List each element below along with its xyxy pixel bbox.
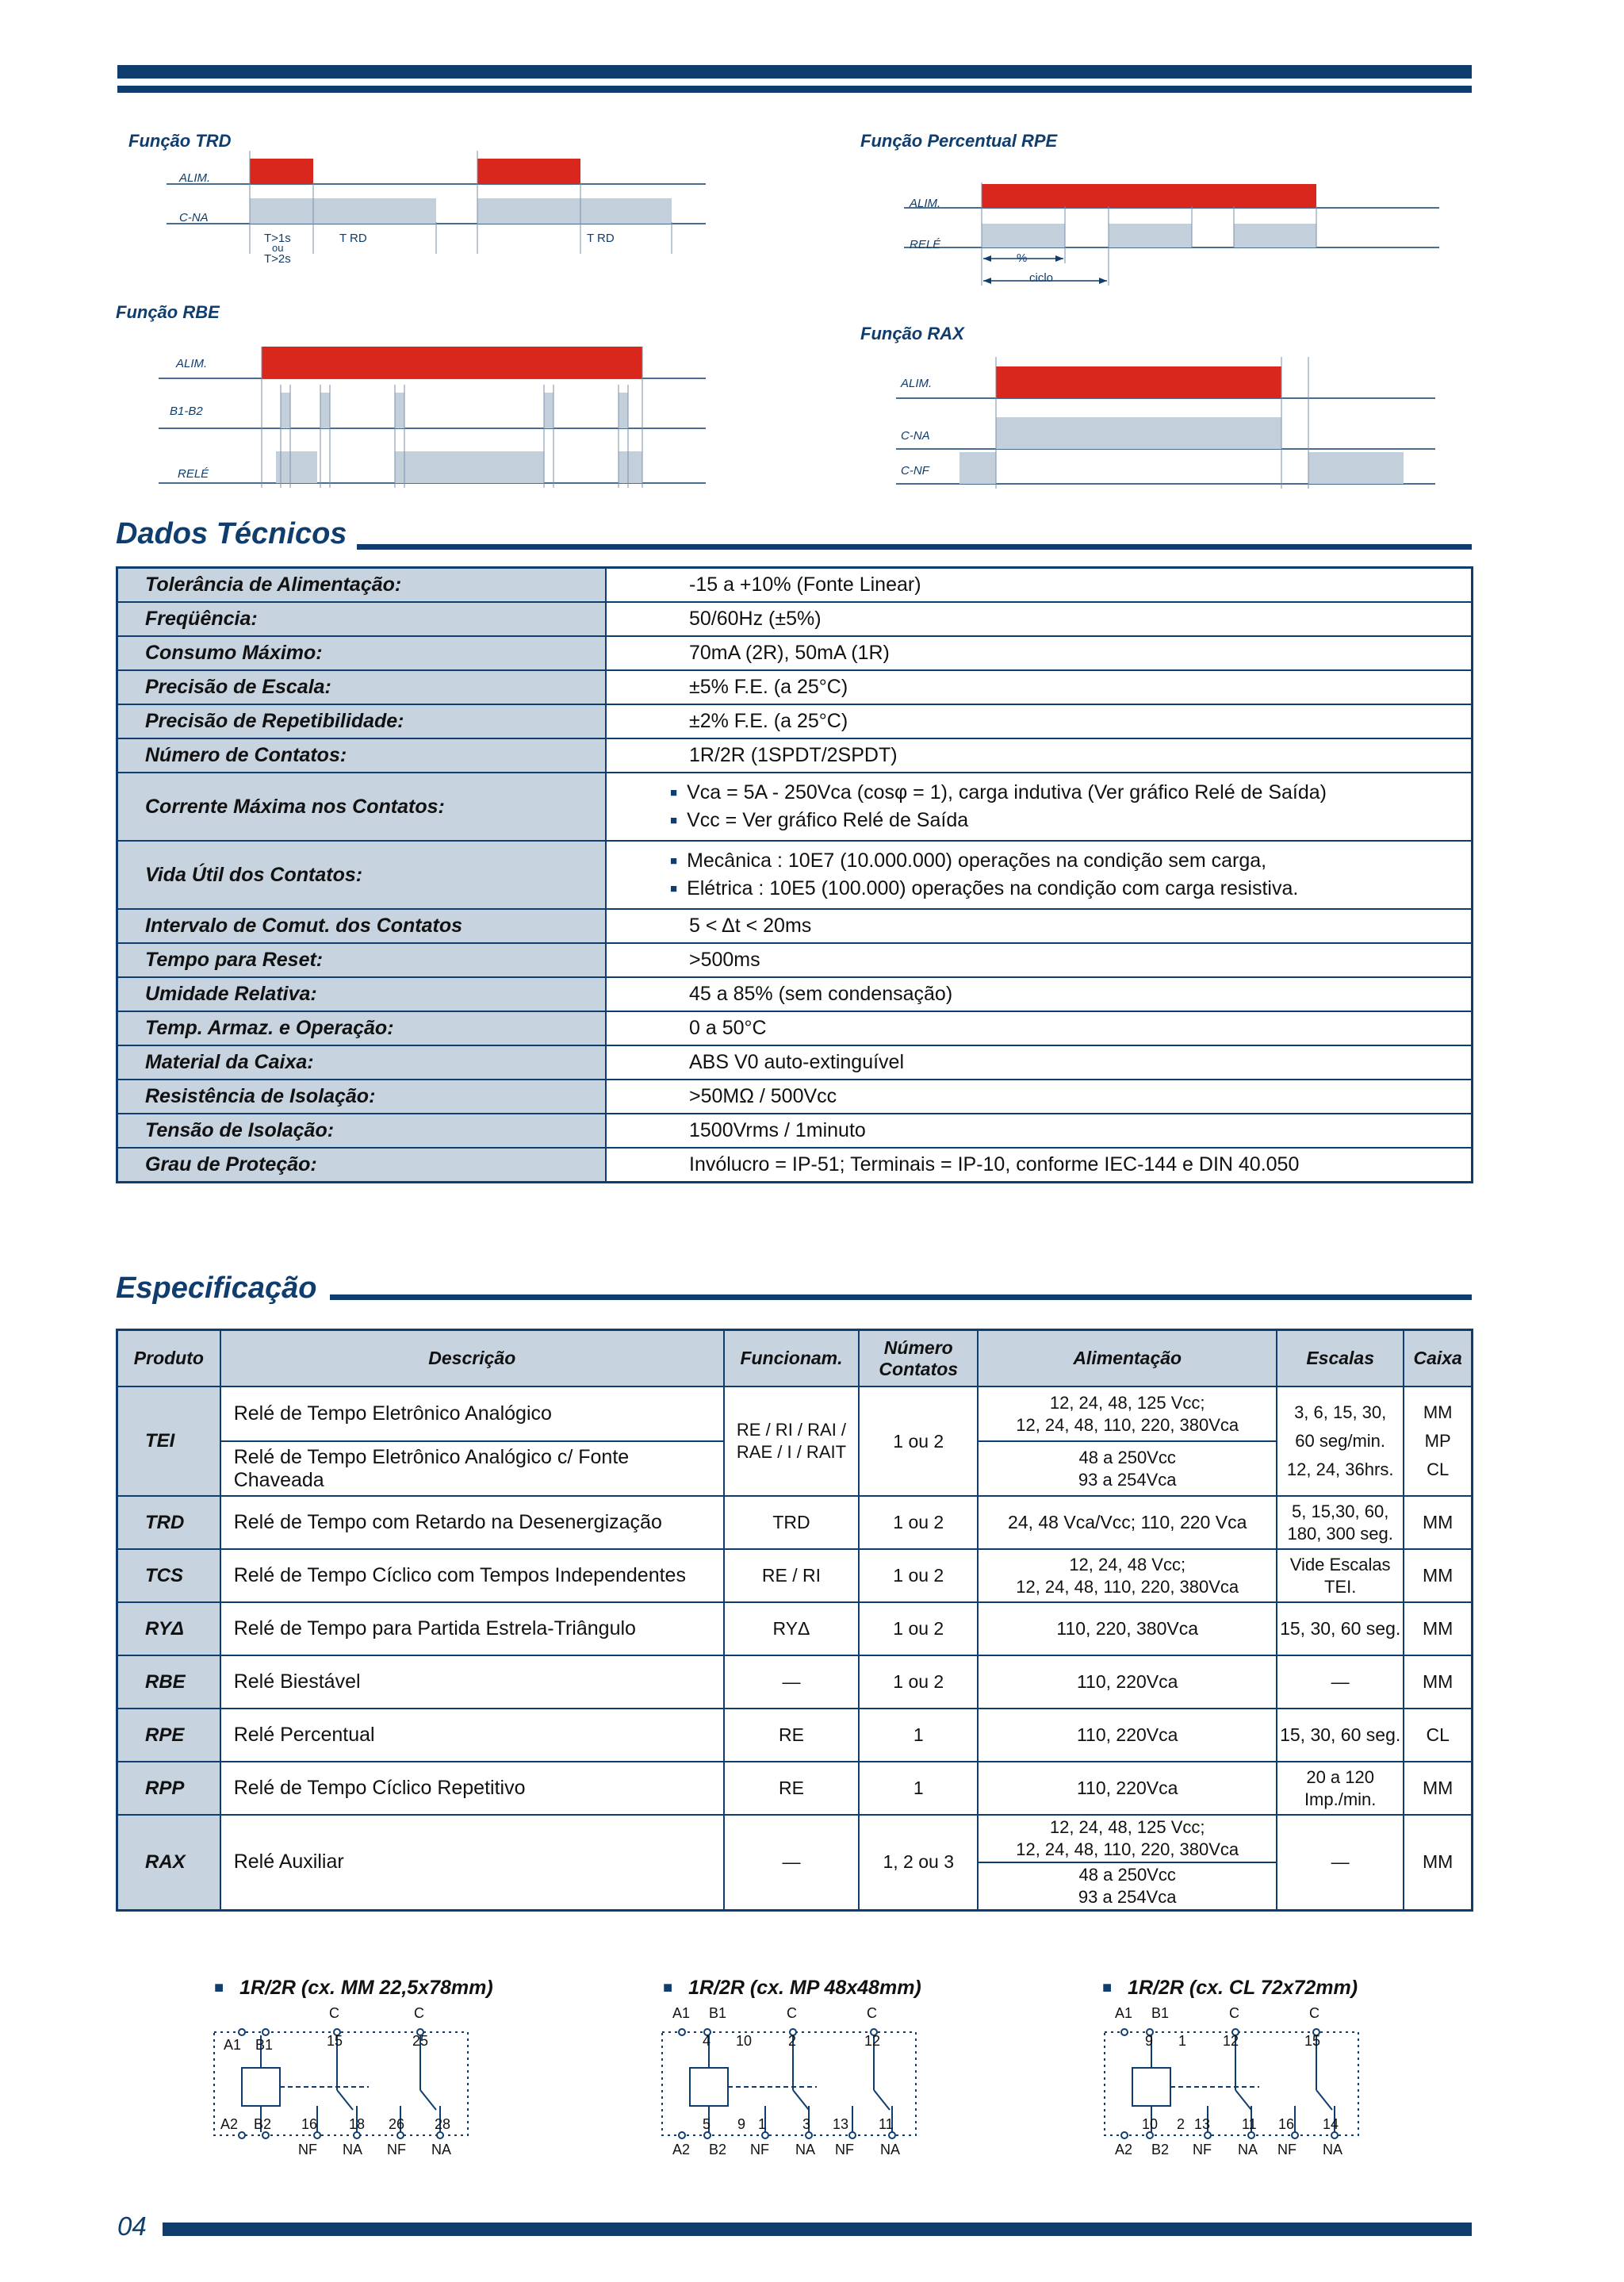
top-band [117,65,1472,79]
mp-t4: 4 [703,2033,711,2049]
mm-t28: 28 [435,2116,451,2132]
mp-b2: B2 [709,2142,727,2157]
trd-alim-pulse [477,159,580,184]
cell-caixa: MM [1404,1549,1472,1602]
diagram-rax [896,349,1443,492]
cl-t2: 2 [1177,2116,1185,2132]
spec-key: Vida Útil dos Contatos: [117,841,607,909]
cell-produto: TRD [117,1496,220,1549]
spec-value: 1500Vrms / 1minuto [606,1114,1473,1148]
dados-tecnicos-title: Dados Técnicos [116,517,347,550]
cell-descricao: Relé de Tempo Eletrônico Analógico c/ Fonte Chaveada [220,1441,724,1496]
cell-alimentacao: 110, 220Vca [978,1655,1277,1709]
cl-b1: B1 [1151,2005,1170,2021]
cl-t13: 13 [1194,2116,1211,2132]
cell-alimentacao: 110, 220, 380Vca [978,1602,1277,1655]
mm-a1: A1 [224,2037,242,2053]
cell-caixa: MM [1404,1815,1472,1910]
spec-key: Grau de Proteção: [117,1148,607,1183]
mm-a2: A2 [220,2116,239,2132]
cell-alimentacao: 12, 24, 48, 125 Vcc; 12, 24, 48, 110, 220, 380Vca [978,1386,1277,1441]
table-row [117,1148,1473,1183]
rbe-alim-pulse [262,347,642,378]
table-row [117,1709,1473,1762]
cell-produto: RYΔ [117,1602,220,1655]
page-number: 04 [117,2211,147,2241]
cl-t11: 11 [1242,2116,1257,2132]
rpe-alim-pulse [982,184,1316,208]
cell-escalas: 15, 30, 60 seg. [1277,1709,1404,1762]
trd-ou-label: ou [272,242,284,254]
table-row [117,636,1473,670]
cell-descricao: Relé de Tempo para Partida Estrela-Triângulo [220,1602,724,1655]
spec-value-line: ■ Vcc = Ver gráfico Relé de Saída [670,809,1471,832]
trd-trd-label: T RD [339,232,367,245]
spec-value: 50/60Hz (±5%) [606,602,1473,636]
spec-key: Intervalo de Comut. dos Contatos [117,909,607,943]
trd-relay-pulse [477,198,672,224]
bottom-band [163,2223,1472,2236]
spec-key: Freqüência: [117,602,607,636]
cell-funcionam: TRD [724,1496,859,1549]
cell-funcionam: RE [724,1762,859,1815]
rax-cna-label: C-NA [901,429,930,443]
cl-t12: 12 [1223,2033,1239,2049]
cell-escalas: 3, 6, 15, 30, 60 seg/min. 12, 24, 36hrs. [1277,1386,1404,1496]
table-row [117,977,1473,1011]
spec-value: 1R/2R (1SPDT/2SPDT) [606,738,1473,773]
table-row [117,568,1473,603]
cell-alimentacao: 110, 220Vca [978,1709,1277,1762]
mp-t3: 3 [802,2116,811,2132]
col-caixa: Caixa [1404,1330,1472,1387]
cl-b2: B2 [1151,2142,1170,2157]
rbe-relay-pulse [395,451,544,483]
cl-a2: A2 [1115,2142,1133,2157]
rbe-relay-pulse [619,451,642,483]
cell-descricao: Relé Percentual [220,1709,724,1762]
rax-alim-pulse [996,366,1281,398]
table-row [117,909,1473,943]
mp-nf2: NF [835,2142,854,2157]
mm-t16: 16 [301,2116,318,2132]
cell-caixa: MM [1404,1496,1472,1549]
cell-alimentacao: 48 a 250Vcc 93 a 254Vca [978,1441,1277,1496]
rbe-b1b2-pulse [281,393,290,428]
table-row [117,773,1473,841]
col-alimentacao: Alimentação [978,1330,1277,1387]
mp-t1: 1 [758,2116,767,2132]
rax-cna-pulse [996,417,1281,449]
rax-cnf-pulse [1308,452,1404,484]
wiring-cl-title: ■ 1R/2R (cx. CL 72x72mm) [1102,1977,1358,2000]
cl-c2: C [1309,2005,1320,2021]
rpe-relay-pulse [1234,224,1316,247]
rpe-relay-pulse [1109,224,1192,247]
especificacao-title: Especificação [116,1271,317,1305]
rbe-b1b2-pulse [544,393,553,428]
cell-escalas: — [1277,1815,1404,1910]
rpe-relay-pulse [982,224,1065,247]
col-numero: Número [883,1337,953,1358]
table-row [117,704,1473,738]
spec-value-line: ■ Mecânica : 10E7 (10.000.000) operações na condição sem carga, [670,850,1471,873]
table-row [117,1815,1473,1862]
diagram-rbe [159,337,714,496]
cell-contatos: 1 ou 2 [859,1655,978,1709]
relay-coil [690,2068,728,2106]
dados-tecnicos-table [116,566,1473,1183]
diagram-rax-title: Função RAX [860,324,964,343]
cell-caixa: MM MP CL [1404,1386,1472,1496]
rbe-rele-label: RELÉ [178,467,209,481]
spec-key: Umidade Relativa: [117,977,607,1011]
cell-escalas: 15, 30, 60 seg. [1277,1602,1404,1655]
spec-value-line: ■ Vca = 5A - 250Vca (cosφ = 1), carga indutiva (Ver gráfico Relé de Saída) [670,781,1471,804]
spec-key: Corrente Máxima nos Contatos: [117,773,607,841]
cl-na2: NA [1323,2142,1343,2157]
cell-produto: RPE [117,1709,220,1762]
mp-t10: 10 [736,2033,753,2049]
diagram-trd-title: Função TRD [128,131,232,151]
mp-t5: 5 [703,2116,711,2132]
especificacao-table [116,1329,1473,1912]
diagram-rbe-title: Função RBE [116,302,220,322]
cell-caixa: CL [1404,1709,1472,1762]
rpe-pct-label: % [1017,251,1028,265]
spec-value: 5 < Δt < 20ms [606,909,1473,943]
mm-b1: B1 [255,2037,274,2053]
table-header-row [117,1330,1473,1387]
cl-t10: 10 [1142,2116,1159,2132]
mm-na1: NA [343,2142,363,2157]
mp-na2: NA [880,2142,901,2157]
mp-t11: 11 [879,2116,894,2132]
col-numero-contatos [859,1330,978,1387]
col-descricao: Descrição [220,1330,724,1387]
cell-produto: TCS [117,1549,220,1602]
cell-caixa: MM [1404,1762,1472,1815]
cell-produto: TEI [117,1386,220,1496]
trd-cna-label: C-NA [179,211,209,224]
table-row [117,1045,1473,1080]
mm-t18: 18 [349,2116,366,2132]
cell-contatos: 1 ou 2 [859,1549,978,1602]
cl-nf1: NF [1193,2142,1212,2157]
mm-nf1: NF [298,2142,317,2157]
cell-descricao: Relé de Tempo Eletrônico Analógico [220,1386,724,1441]
cell-descricao: Relé de Tempo Cíclico Repetitivo [220,1762,724,1815]
cell-alimentacao: 24, 48 Vca/Vcc; 110, 220 Vca [978,1496,1277,1549]
mp-na1: NA [795,2142,816,2157]
mm-t25: 25 [412,2033,429,2049]
spec-key: Precisão de Escala: [117,670,607,704]
spec-value: ±5% F.E. (a 25°C) [606,670,1473,704]
mm-nf2: NF [387,2142,406,2157]
mp-c2: C [867,2005,877,2021]
spec-value: 45 a 85% (sem condensação) [606,977,1473,1011]
spec-key: Número de Contatos: [117,738,607,773]
col-produto: Produto [117,1330,220,1387]
mp-t12: 12 [864,2033,881,2049]
cl-t1: 1 [1178,2033,1187,2049]
cell-produto: RAX [117,1815,220,1910]
spec-key: Material da Caixa: [117,1045,607,1080]
cell-contatos: 1 [859,1709,978,1762]
rbe-b1b2-pulse [619,393,628,428]
spec-key: Precisão de Repetibilidade: [117,704,607,738]
mm-t15: 15 [327,2033,343,2049]
spec-value: >500ms [606,943,1473,977]
mp-nf1: NF [750,2142,769,2157]
spec-key: Tensão de Isolação: [117,1114,607,1148]
rbe-b1b2-pulse [320,393,330,428]
table-row [117,1011,1473,1045]
table-row [117,738,1473,773]
trd-alim-label: ALIM. [179,171,211,185]
cell-funcionam: — [724,1655,859,1709]
cl-t14: 14 [1323,2116,1339,2132]
spec-key: Resistência de Isolação: [117,1080,607,1114]
rax-cnf-label: C-NF [901,464,929,477]
spec-value: Invólucro = IP-51; Terminais = IP-10, conforme IEC-144 e DIN 40.050 [689,1153,1300,1176]
cell-funcionam: RE / RI / RAI / RAE / I / RAIT [724,1386,859,1496]
rbe-alim-label: ALIM. [176,357,208,370]
spec-value: ABS V0 auto-extinguível [606,1045,1473,1080]
cell-descricao: Relé de Tempo com Retardo na Desenergização [220,1496,724,1549]
trd-trd-label: T RD [587,232,615,245]
table-row [117,1549,1473,1602]
rpe-ciclo-label: ciclo [1029,271,1054,285]
cell-funcionam: RYΔ [724,1602,859,1655]
mp-t2: 2 [788,2033,797,2049]
cl-a1: A1 [1115,2005,1133,2021]
cell-produto: RPP [117,1762,220,1815]
relay-coil [242,2068,280,2106]
cell-descricao: Relé Biestável [220,1655,724,1709]
table-row [117,1655,1473,1709]
table-row [117,1496,1473,1549]
spec-key: Consumo Máximo: [117,636,607,670]
mm-c2: C [414,2005,424,2021]
cell-contatos: 1 ou 2 [859,1496,978,1549]
cl-na1: NA [1238,2142,1258,2157]
cell-funcionam: RE / RI [724,1549,859,1602]
cl-t9: 9 [1145,2033,1154,2049]
mm-c1: C [329,2005,339,2021]
table-row [117,841,1473,909]
col-contatos: Contatos [879,1358,959,1379]
cell-escalas: Vide Escalas TEI. [1277,1549,1404,1602]
trd-alim-pulse [250,159,313,184]
mm-t26: 26 [389,2116,405,2132]
table-row [117,670,1473,704]
spec-value: 70mA (2R), 50mA (1R) [606,636,1473,670]
trd-t2-label: T>2s [264,252,291,266]
mp-b1: B1 [709,2005,727,2021]
relay-coil [1132,2068,1170,2106]
mp-a2: A2 [672,2142,691,2157]
table-row [117,943,1473,977]
wiring-mp-title: ■ 1R/2R (cx. MP 48x48mm) [663,1977,921,2000]
top-band-thin [117,86,1472,93]
rbe-relay-pulse [276,451,317,483]
cell-contatos: 1 ou 2 [859,1602,978,1655]
cell-alimentacao: 12, 24, 48 Vcc; 12, 24, 48, 110, 220, 380Vca [978,1549,1277,1602]
wiring-mm-title: ■ 1R/2R (cx. MM 22,5x78mm) [214,1977,493,2000]
table-row [117,1762,1473,1815]
table-row [117,602,1473,636]
spec-key: Tempo para Reset: [117,943,607,977]
mm-b2: B2 [254,2116,272,2132]
spec-value-line: ■ Elétrica : 10E5 (100.000) operações na condição com carga resistiva. [670,877,1471,900]
cl-nf2: NF [1277,2142,1297,2157]
cell-contatos: 1 [859,1762,978,1815]
table-row [117,1080,1473,1114]
cl-c1: C [1229,2005,1239,2021]
col-escalas: Escalas [1277,1330,1404,1387]
cell-descricao: Relé Auxiliar [220,1815,724,1910]
cell-produto: RBE [117,1655,220,1709]
cell-contatos: 1, 2 ou 3 [859,1815,978,1910]
cl-t15: 15 [1304,2033,1321,2049]
spec-value: ±2% F.E. (a 25°C) [606,704,1473,738]
cell-contatos: 1 ou 2 [859,1386,978,1496]
spec-key: Tolerância de Alimentação: [117,568,607,603]
cl-t16: 16 [1278,2116,1295,2132]
rax-alim-label: ALIM. [901,377,933,390]
mp-t13: 13 [833,2116,849,2132]
cell-caixa: MM [1404,1602,1472,1655]
spec-value: -15 a +10% (Fonte Linear) [606,568,1473,603]
mp-t9: 9 [737,2116,746,2132]
cell-escalas: 5, 15,30, 60, 180, 300 seg. [1277,1496,1404,1549]
mp-c1: C [787,2005,797,2021]
rpe-alim-label: ALIM. [910,197,941,210]
table-row [117,1114,1473,1148]
table-row [117,1386,1473,1441]
trd-relay-pulse [250,198,436,224]
mp-a1: A1 [672,2005,691,2021]
rbe-b1b2-label: B1-B2 [170,405,203,418]
diagram-trd [167,151,714,278]
cell-caixa: MM [1404,1655,1472,1709]
spec-value: 0 a 50°C [606,1011,1473,1045]
cell-escalas: 20 a 120 Imp./min. [1277,1762,1404,1815]
diagram-rpe [904,175,1443,293]
rax-cnf-pulse [959,452,996,484]
table-row [117,1602,1473,1655]
spec-key: Temp. Armaz. e Operação: [117,1011,607,1045]
dados-title-rule [357,544,1472,550]
rbe-b1b2-pulse [395,393,404,428]
col-funcionam: Funcionam. [724,1330,859,1387]
mm-na2: NA [431,2142,452,2157]
cell-alimentacao: 48 a 250Vcc 93 a 254Vca [978,1862,1277,1910]
cell-escalas: — [1277,1655,1404,1709]
diagram-rpe-title: Função Percentual RPE [860,131,1058,151]
spec-title-rule [330,1294,1472,1300]
rpe-rele-label: RELÉ [910,238,941,251]
cell-alimentacao: 12, 24, 48, 125 Vcc; 12, 24, 48, 110, 220, 380Vca [978,1815,1277,1862]
cell-funcionam: — [724,1815,859,1910]
cell-funcionam: RE [724,1709,859,1762]
spec-value: >50MΩ / 500Vcc [606,1080,1473,1114]
trd-t1-label: T>1s [264,232,291,245]
cell-alimentacao: 110, 220Vca [978,1762,1277,1815]
cell-descricao: Relé de Tempo Cíclico com Tempos Independentes [220,1549,724,1602]
